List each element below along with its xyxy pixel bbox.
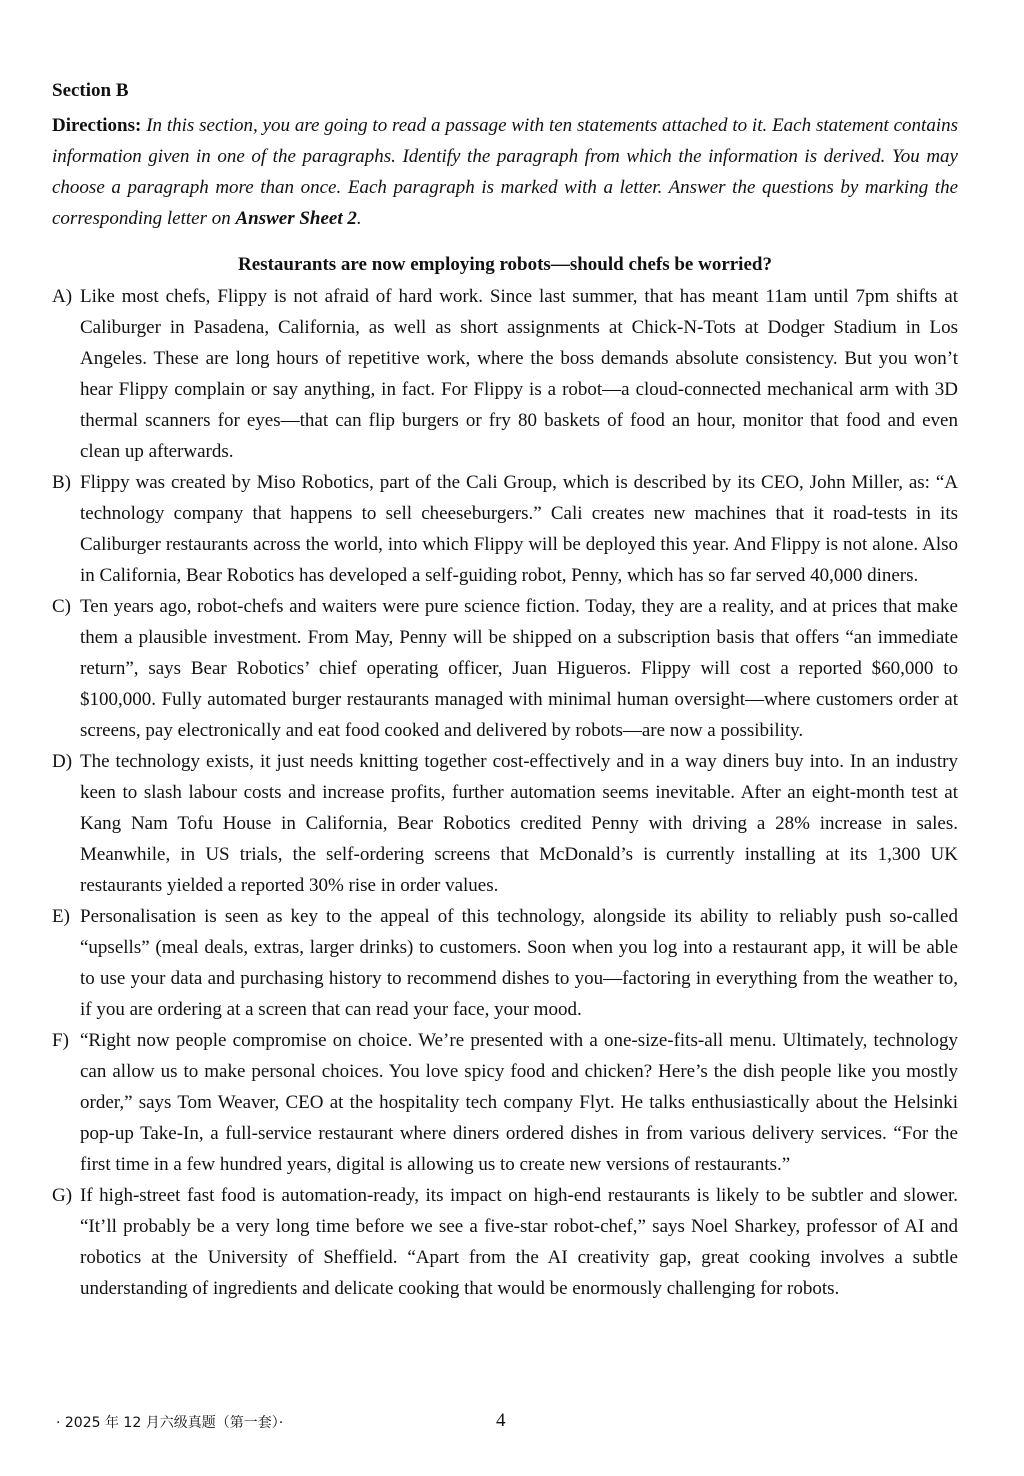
- paragraph-letter: D): [52, 751, 73, 772]
- directions-block: [52, 110, 958, 234]
- paragraph-text: Flippy was created by Miso Robotics, part of the Cali Group, which is described by its CEO, John Miller, as: “A technology company that happens to sell cheeseburgers.” Cali creates new machines that it road-tests in its Caliburger restaurants across the world, into which Flippy will be deployed this year. And Flippy is not alone. Also in California, Bear Robotics has developed a self-guiding robot, Penny, which has so far served 40,000 diners.: [80, 472, 958, 586]
- paragraph-c: [52, 591, 958, 746]
- paragraph-a: [52, 281, 958, 467]
- paragraph-text: If high-street fast food is automation-ready, its impact on high-end restaurants is likely to be subtler and slower. “It’ll probably be a very long time before we see a five-star robot-chef,” says Noel Sharkey, professor of AI and robotics at the University of Sheffield. “Apart from the AI creativity gap, great cooking involves a subtle understanding of ingredients and delicate cooking that would be enormously challenging for robots.: [80, 1185, 958, 1299]
- paragraph-letter: F): [52, 1030, 69, 1051]
- paragraph-text: “Right now people compromise on choice. We’re presented with a one-size-fits-all menu. Ultimately, technology can allow us to make personal choices. You love spicy food and chicken? Here’s the dish people like you mostly order,” says Tom Weaver, CEO at the hospitality tech company Flyt. He talks enthusiastically about the Helsinki pop-up Take-In, a full-service restaurant where diners ordered dishes in from various delivery services. “For the first time in a few hundred years, digital is allowing us to create new versions of restaurants.”: [80, 1030, 958, 1175]
- paragraph-f: [52, 1025, 958, 1180]
- directions-label: Directions:: [52, 115, 142, 136]
- paragraph-b: [52, 467, 958, 591]
- directions-end: .: [356, 208, 362, 229]
- section-heading: Section B: [52, 80, 129, 101]
- paragraph-d: [52, 746, 958, 901]
- directions-text: In this section, you are going to read a passage with ten statements attached to it. Each statement contains information given in one of the paragraphs. Identify the paragraph from which the information is derived. You may choose a paragraph more than once. Each paragraph is marked with a letter. Answer the questions by marking the corresponding letter on: [52, 115, 958, 229]
- paragraph-text: Personalisation is seen as key to the appeal of this technology, alongside its ability to reliably push so-called “upsells” (meal deals, extras, larger drinks) to customers. Soon when you log into a restaurant app, it will be able to use your data and purchasing history to recommend dishes to you—factoring in everything from the weather to, if you are ordering at a screen that can read your face, your mood.: [80, 906, 958, 1020]
- exam-footer: · 2025 年 12 月六级真题（第一套）·: [56, 1415, 284, 1431]
- page-number: 4: [496, 1410, 506, 1431]
- article-title: Restaurants are now employing robots—should chefs be worried?: [238, 254, 772, 275]
- paragraph-letter: G): [52, 1185, 73, 1206]
- paragraph-text: Like most chefs, Flippy is not afraid of hard work. Since last summer, that has meant 11am until 7pm shifts at Caliburger in Pasadena, California, as well as short assignments at Chick-N-Tots at Dodger Stadium in Los Angeles. These are long hours of repetitive work, where the boss demands absolute consistency. But you won’t hear Flippy complain or say anything, in fact. For Flippy is a robot—a cloud-connected mechanical arm with 3D thermal scanners for eyes—that can flip burgers or fry 80 baskets of food an hour, monitor that food and even clean up afterwards.: [80, 286, 958, 462]
- passage: [52, 281, 958, 1304]
- paragraph-text: Ten years ago, robot-chefs and waiters were pure science fiction. Today, they are a reality, and at prices that make them a plausible investment. From May, Penny will be shipped on a subscription basis that offers “an immediate return”, says Bear Robotics’ chief operating officer, Juan Higueros. Flippy will cost a reported $60,000 to $100,000. Fully automated burger restaurants managed with minimal human oversight—where customers order at screens, pay electronically and eat food cooked and delivered by robots—are now a possibility.: [80, 596, 958, 741]
- paragraph-g: [52, 1180, 958, 1304]
- paragraph-letter: A): [52, 286, 73, 307]
- paragraph-letter: E): [52, 906, 70, 927]
- paragraph-text: The technology exists, it just needs knitting together cost-effectively and in a way diners buy into. In an industry keen to slash labour costs and increase profits, further automation seems inevitable. After an eight-month test at Kang Nam Tofu House in California, Bear Robotics credited Penny with driving a 28% increase in sales. Meanwhile, in US trials, the self-ordering screens that McDonald’s is currently installing at its 1,300 UK restaurants yielded a reported 30% rise in order values.: [80, 751, 958, 896]
- paragraph-letter: C): [52, 596, 71, 617]
- paragraph-letter: B): [52, 472, 71, 493]
- paragraph-e: [52, 901, 958, 1025]
- answer-sheet-ref: Answer Sheet 2: [235, 208, 357, 229]
